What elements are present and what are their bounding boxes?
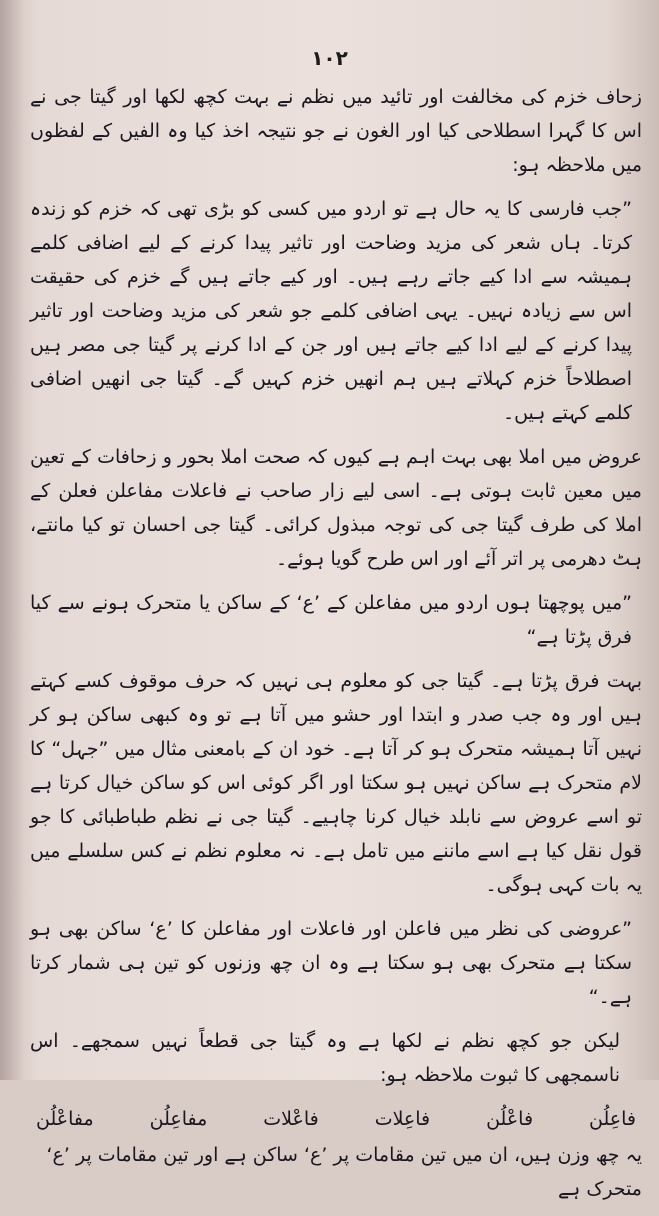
meter-item: مفاعْلُن — [36, 1108, 94, 1130]
meter-item: فاعْلات — [263, 1108, 319, 1130]
meter-list — [30, 1102, 642, 1136]
meter-item: فاعِلُن — [589, 1108, 636, 1130]
quote-persian-khazm: ”جب فارسی کا یہ حال ہے تو اردو میں کسی کو بڑی تھی کہ خزم کو زندہ کرتا۔ ہاں شعر کی مزید وضاحت اور تاثیر پیدا کرنے کے لیے اضافی کلمے ہمیشہ سے ادا کیے جاتے رہے ہیں۔ اور کیے جاتے ہیں گے خزم کی حقیقت اس سے زیادہ نہیں۔ یہی اضافی کلمے جو شعر کی مزید وضاحت اور تاثیر پیدا کرنے کے لیے ادا کیے جاتے ہیں اور جن کے ادا کرنے پر گیتا جی مصر ہیں اصطلاحاً خزم کہلاتے ہیں ہم انھیں خزم کہیں گے۔ گیتا جی انھیں اضافی کلمے کہتے ہیں۔ — [30, 198, 632, 424]
paragraph-imla: عروض میں املا بھی بہت اہم ہے کیوں کہ صحت املا بحور و زحافات کے تعین میں معین ثابت ہوتی ہے۔ اسی لیے زار صاحب نے فاعلات مفاعلن فعلن کے املا کی طرف گیتا جی کی توجہ مبذول کرائی۔ گیتا جی احسان تو کیا مانتے، ہٹ دھرمی پر اتر آئے اور اس طرح گویا ہوئے۔ — [30, 446, 642, 570]
paragraph-intro: زحاف خزم کی مخالفت اور تائید میں نظم نے بہت کچھ لکھا اور گیتا جی نے اس کا گہرا اسطلاحی کیا اور الغون نے جو نتیجہ اخذ کیا وہ الفیں کے لفظوں میں ملاحظہ ہو: — [30, 86, 642, 176]
page-number: ١٠٢ — [311, 46, 348, 70]
closing-line: یہ چھ وزن ہیں، ان میں تین مقامات پر ’ع‘ ساکن ہے اور تین مقامات پر ’ع‘ متحرک ہے — [46, 1144, 642, 1200]
meter-item: مفاعِلُن — [149, 1108, 208, 1130]
paragraph-reply: بہت فرق پڑتا ہے۔ گیتا جی کو معلوم ہی نہیں کہ حرف موقوف کسے کہتے ہیں اور وہ جب صدر و ابتدا اور حشو میں آتا ہے تو وہ کبھی ساکن ہو کر نہیں آتا ہمیشہ متحرک ہو کر آتا ہے۔ خود ان کے بامعنی مثال میں ”جہل“ کا لام متحرک ہے ساکن نہیں ہو سکتا اور اگر کوئی اس کو ساکن خیال کرتا ہے تو اسے عروض سے نابلد خیال کرنا چاہیے۔ گیتا جی نے نظم طباطبائی کا جو قول نقل کیا ہے اسے ماننے میں تامل ہے۔ نہ معلوم نظم نے کس سلسلے میں یہ بات کہی ہوگی۔ — [30, 670, 642, 896]
page-body — [30, 80, 642, 1216]
meter-item: فاعِلات — [374, 1108, 431, 1130]
quote-aruzi: ”عروضی کی نظر میں فاعلن اور فاعلات اور مفاعلن کا ’ع‘ ساکن بھی ہو سکتا ہے متحرک بھی ہو سکتا ہے وہ ان چھ وزنوں کو تین ہی شمار کرتا ہے۔“ — [30, 918, 632, 1008]
paragraph-conclusion: لیکن جو کچھ نظم نے لکھا ہے وہ گیتا جی قطعاً نہیں سمجھے۔ اس ناسمجھی کا ثبوت ملاحظہ ہو: — [30, 1030, 620, 1086]
meter-item: فاعْلُن — [486, 1108, 534, 1130]
page-gutter-shadow — [0, 0, 24, 1080]
quote-question: ”میں پوچھتا ہوں اردو میں مفاعلن کے ’ع‘ کے ساکن یا متحرک ہونے سے کیا فرق پڑتا ہے“ — [30, 592, 632, 648]
